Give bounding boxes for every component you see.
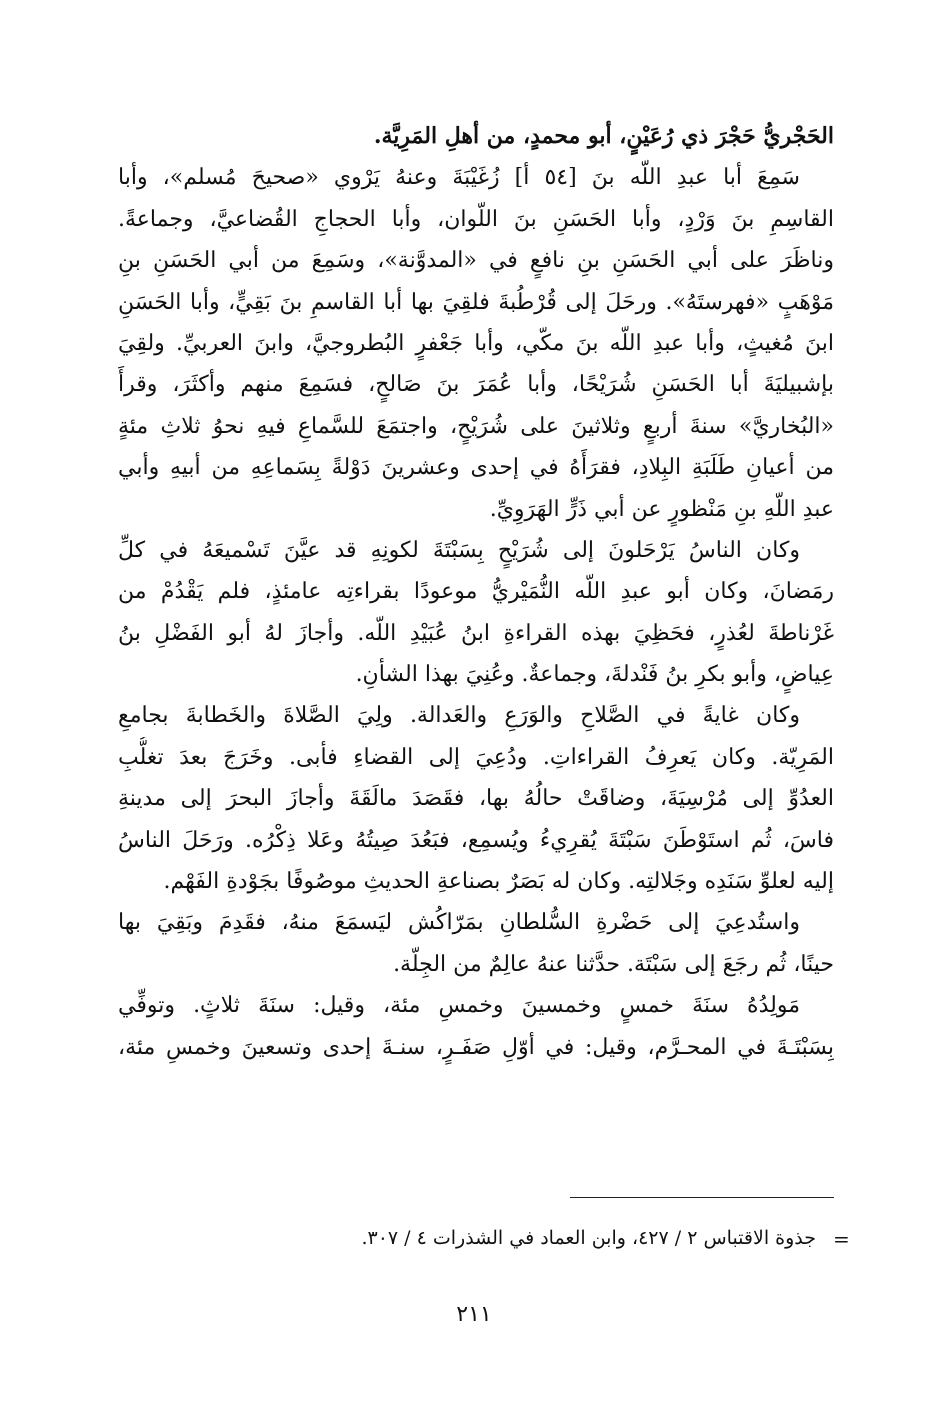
footnote-text: جذوة الاقتباس ٢ / ٤٢٧، وابن العماد في الشذرات ٤ / ٣٠٧. [361, 1227, 816, 1249]
text-line: من أعيانِ طَلَبَةِ البِلادِ، فقرَأَهُ في إحدى وعشرينَ دَوْلةً بِسَماعِهِ من أبيهِ وأبي [118, 455, 834, 481]
text-line: وكان غايةً في الصَّلاحِ والوَرَعِ والعَدالة. ولِيَ الصَّلاةَ والخَطابةَ بجامعِ [118, 703, 800, 729]
footnote-divider [570, 1197, 834, 1198]
text-line: القاسِمِ بنَ وَرْدٍ، وأبا الحَسَنِ بنَ اللّوان، وأبا الحجاجِ القُضاعيَّ، وجماعةً. [118, 206, 834, 232]
text-line: بِسَبْتَـةَ في المحـرَّم، وقيل: في أوّلِ صَفَـرٍ، سنـةَ إحدى وتسعينَ وخمسِ مئة، [118, 1034, 834, 1060]
text-line: واستُدعِيَ إلى حَضْرةِ السُّلطانِ بمَرّاكُش ليَسمَعَ منهُ، فقَدِمَ وبَقِيَ بها [118, 910, 800, 936]
text-line: «البُخاريَّ» سنةَ أربعٍ وثلاثينَ على شُرَيْحٍ، واجتمَعَ للسَّماعِ فيهِ نحوُ ثلاثِ مئةٍ [118, 413, 834, 439]
text-line: عِياضٍ، وأبو بكرِ بنُ فَنْدلةَ، وجماعةٌ. وعُنِيَ بهذا الشأنِ. [355, 662, 834, 688]
text-line: رمَضانَ، وكان أبو عبدِ اللّه النُّمَيْريُّ موعودًا بقراءتِه عامئذٍ، فلم يَقْدُمْ من [118, 579, 834, 605]
text-line: بإشبيليَةَ أبا الحَسَنِ شُرَيْحًا، وأبا عُمَرَ بنَ صَالحٍ، فسَمِعَ منهم وأكثَرَ، وقرأَ [118, 372, 834, 398]
text-line: العدُوِّ إلى مُرْسِيَةَ، وضاقَتْ حالُهُ بها، فقَصَدَ مالَقَةَ وأجازَ البحرَ إلى مدينةِ [118, 786, 834, 812]
text-line: المَرِيّة. وكان يَعرِفُ القراءاتِ. ودُعِيَ إلى القضاءِ فأبى. وخَرَجَ بعدَ تغلُّبِ [118, 744, 834, 770]
entry-heading: الحَجْريُّ حَجْرَ ذي رُعَيْنٍ، أبو محمدٍ، من أهلِ المَرِيَّة. [373, 123, 834, 149]
text-line: وكان الناسُ يَرْحَلونَ إلى شُرَيْحٍ بِسَبْتَةَ لكونِهِ قد عيَّنَ تَسْميعَهُ في كلِّ [118, 537, 800, 563]
text-line: وناظَرَ على أبي الحَسَنِ بنِ نافعٍ في «المدوَّنة»، وسَمِعَ من أبي الحَسَنِ بنِ [118, 248, 834, 274]
text-line: سَمِعَ أبا عبدِ اللّه بنَ [٥٤ أ] زُغَيْبَةَ وعنهُ يَرْوي «صحيحَ مُسلم»، وأبا [118, 165, 800, 191]
text-line: حينًا، ثُم رجَعَ إلى سَبْتَة. حدَّثنا عنهُ عالِمٌ من الجِلّة. [393, 951, 834, 977]
page-number: ٢١١ [456, 1302, 492, 1327]
main-text [118, 116, 834, 1068]
text-line: غَرْناطةَ لعُذرٍ، فحَظِيَ بهذه القراءةِ ابنُ عُبَيْدِ اللّه. وأجازَ لهُ أبو الفَضْلِ بنُ [118, 620, 834, 646]
text-line: ابنَ مُغيثٍ، وأبا عبدِ اللّه بنَ مكّي، وأبا جَعْفرٍ البُطروجيَّ، وابنَ العربيِّ. ولقِيَ [118, 330, 834, 356]
text-line: إليه لعلوِّ سَنَدِه وجَلالتِه. وكان له بَصَرٌ بصناعةِ الحديثِ موصُوفًا بجَوْدةِ الفَهْم. [163, 869, 834, 895]
text-line: مَوْهَبٍ «فهرستَهُ». ورحَلَ إلى قُرْطُبةَ فلقِيَ بها أبا القاسمِ بنَ بَقِيٍّ، وأبا الحَسَنِ [118, 289, 834, 315]
footnote-continuation-marker: = [833, 1227, 850, 1251]
text-line: فاسَ، ثُم استَوْطَنَ سَبْتَةَ يُقرِيءُ ويُسمِع، فبَعُدَ صِيتُهُ وعَلا ذِكْرُه. ورَحَلَ الناسُ [118, 827, 834, 853]
text-line: عبدِ اللّهِ بنِ مَنْظورٍ عن أبي ذَرٍّ الهَرَوِيِّ. [489, 496, 834, 522]
text-line: مَولِدُهُ سنَةَ خمسٍ وخمسينَ وخمسِ مئة، وقيل: سنَةَ ثلاثٍ. وتوفِّي [118, 993, 800, 1019]
